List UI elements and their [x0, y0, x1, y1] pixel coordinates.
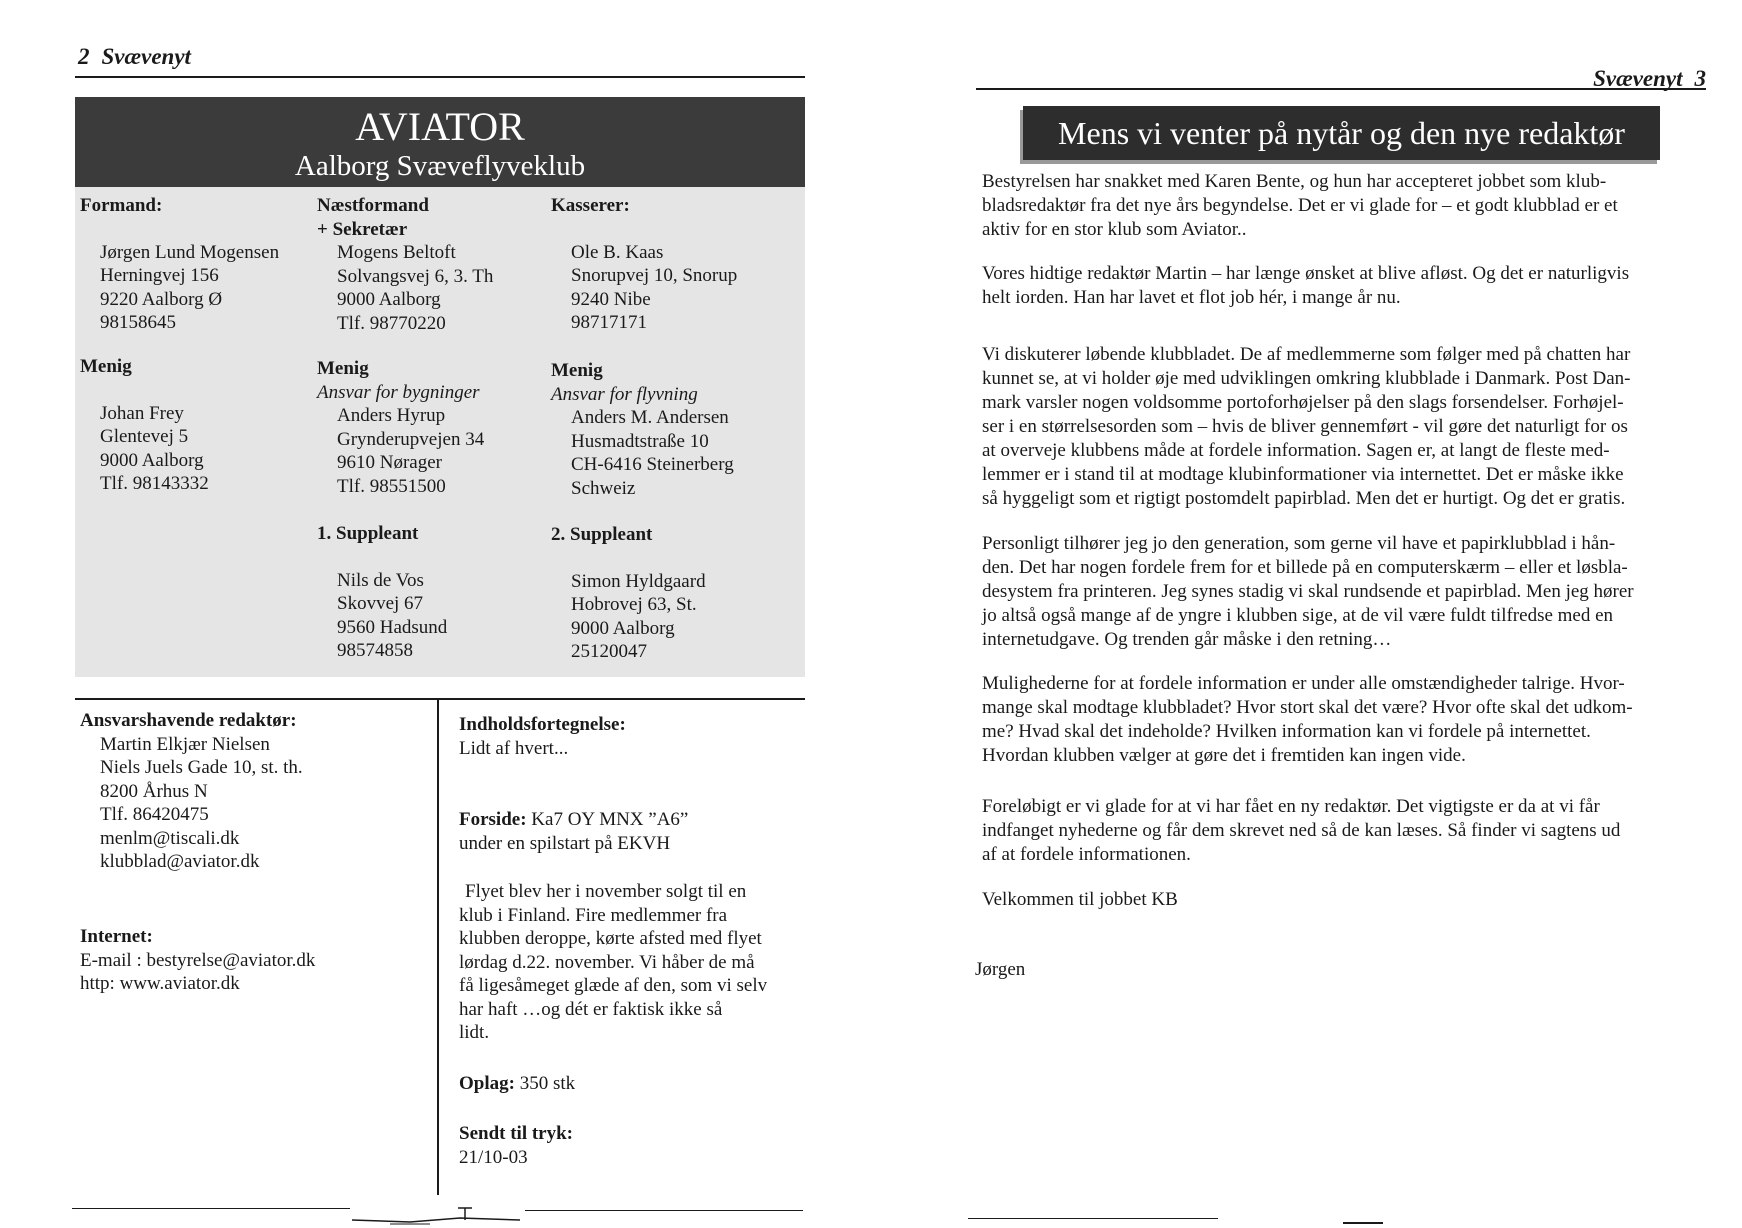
- member2-city: 9610 Nørager: [337, 452, 442, 473]
- cover-label: Forside:: [459, 809, 527, 830]
- footer-rule-left: [72, 1208, 350, 1209]
- supp2-block: [551, 523, 706, 664]
- circulation-value: 350 stk: [519, 1073, 576, 1094]
- paragraph-line: bladsredaktør fra det nye års begyndelse. Det er vi glade for – et godt klubblad er et: [982, 195, 1618, 216]
- supp2-phone: 25120047: [571, 641, 647, 662]
- paragraph-line: af at fordele informationen.: [982, 844, 1191, 865]
- editor-phone: Tlf. 86420475: [100, 804, 209, 825]
- vice-phone: Tlf. 98770220: [337, 312, 446, 334]
- member3-name: Anders M. Andersen: [571, 407, 729, 428]
- editor-city: 8200 Århus N: [100, 780, 208, 802]
- editor-name: Martin Elkjær Nielsen: [100, 733, 270, 755]
- paragraph-line: Foreløbigt er vi glade for at vi har fået en ny redaktør. Det vigtigste er da at vi får: [982, 796, 1600, 817]
- supp2-name: Simon Hyldgaard: [571, 570, 706, 592]
- section-rule: [75, 698, 805, 700]
- paragraph-line: indfanget nyhederne og får dem skrevet ned så de kan læses. Så finder vi sagtens ud: [982, 820, 1621, 841]
- right-page: [871, 0, 1742, 1228]
- member1-block: [80, 355, 209, 496]
- editor-email-1: menlm@tiscali.dk: [100, 827, 240, 849]
- paragraph-line: me? Hvad skal det indeholde? Hvilken information kan vi fordele på internettet.: [982, 721, 1591, 742]
- supp2-street: Hobrovej 63, St.: [571, 594, 697, 615]
- paragraph: [982, 795, 1687, 867]
- contents-text: Lidt af hvert...: [459, 737, 569, 759]
- paragraph-line: mark varsler nogen voldsomme portoforhøjelser på den slags forsendelser. Forhøjel-: [982, 392, 1624, 413]
- paragraph-line: Mulighederne for at fordele information er under alle omstændigheder talrige. Hvor-: [982, 673, 1625, 694]
- column-divider: [437, 699, 439, 1195]
- cover-note-line: få ligesåmeget glæde af den, som vi selv: [459, 975, 768, 996]
- closing-line: [982, 888, 1687, 912]
- vice-city: 9000 Aalborg: [337, 289, 441, 310]
- member3-block: [551, 359, 734, 500]
- editor-block: [80, 709, 303, 874]
- internet-email: E-mail : bestyrelse@aviator.dk: [80, 949, 316, 971]
- vice-label-secretary: + Sekretær: [317, 218, 408, 240]
- footer-mark: [1343, 1222, 1383, 1224]
- paragraph: [982, 262, 1687, 310]
- circulation-label: Oplag:: [459, 1073, 515, 1094]
- footer-rule-right: [525, 1210, 803, 1211]
- vice-street: Solvangsvej 6, 3. Th: [337, 265, 494, 287]
- member1-city: 9000 Aalborg: [100, 449, 204, 471]
- newsletter-title: Svævenyt: [1593, 66, 1683, 91]
- header-rule: [75, 76, 805, 78]
- editor-street: Niels Juels Gade 10, st. th.: [100, 757, 303, 778]
- paragraph-line: så hyggeligt som et rigtigt postomdelt papirblad. Men det er hurtigt. Og det er gratis.: [982, 488, 1626, 509]
- signature-name: Jørgen: [975, 959, 1026, 980]
- chair-label: Formand:: [80, 195, 163, 216]
- paragraph: [982, 672, 1687, 768]
- paragraph: [982, 170, 1687, 242]
- paragraph-line: Bestyrelsen har snakket med Karen Bente, og hun har accepteret jobbet som klub-: [982, 171, 1607, 192]
- paragraph-line: den. Det har nogen fordele frem for et billede på en computerskærm – eller et løsbla-: [982, 557, 1628, 578]
- cover-note-line: klub i Finland. Fire medlemmer fra: [459, 904, 728, 926]
- supp1-block: [317, 522, 447, 663]
- member3-city: CH-6416 Steinerberg: [571, 454, 734, 475]
- paragraph-line: kunnet se, at vi holder øje med udviklingen omkring klubblade i Danmark. Post Dan-: [982, 368, 1631, 389]
- chair-city: 9220 Aalborg Ø: [100, 288, 223, 310]
- cover-note-line: lidt.: [459, 1022, 490, 1043]
- member1-street: Glentevej 5: [100, 426, 189, 447]
- glider-icon: [350, 1204, 530, 1228]
- paragraph-line: Hvordan klubben vælger at gøre det i fremtiden kan ingen vide.: [982, 745, 1466, 766]
- newsletter-title: Svævenyt: [101, 44, 191, 69]
- article-headline: Mens vi venter på nytår og den nye redaktør: [1023, 106, 1660, 160]
- paragraph-line: Personligt tilhører jeg jo den generation, som gerne vil have et papirklubblad i hån-: [982, 533, 1616, 554]
- paragraph: [982, 343, 1687, 511]
- footer-rule: [968, 1218, 1218, 1219]
- member3-role: Ansvar for flyvning: [551, 383, 698, 405]
- paragraph-line: Vores hidtige redaktør Martin – har længe ønsket at blive afløst. Og det er naturligvis: [982, 263, 1630, 284]
- vice-block: [317, 194, 493, 335]
- contents-label: Indholdsfortegnelse:: [459, 714, 626, 735]
- member3-label: Menig: [551, 360, 603, 381]
- sent-value: 21/10-03: [459, 1146, 528, 1168]
- vice-name: Mogens Beltoft: [337, 242, 456, 263]
- circulation-block: [459, 1072, 575, 1096]
- supp1-name: Nils de Vos: [337, 569, 424, 591]
- member3-street: Husmadtstraße 10: [571, 430, 709, 452]
- member1-label: Menig: [80, 356, 132, 377]
- supp1-street: Skovvej 67: [337, 593, 424, 614]
- member2-role: Ansvar for bygninger: [317, 381, 480, 403]
- cover-caption: under en spilstart på EKVH: [459, 832, 671, 854]
- member2-label: Menig: [317, 358, 369, 379]
- supp2-label: 2. Suppleant: [551, 524, 653, 545]
- supp1-phone: 98574858: [337, 640, 413, 661]
- chair-block: [80, 194, 279, 335]
- paragraph-line: mange skal modtage klubbladet? Hvor stort skal det være? Hvor ofte skal det udkom-: [982, 697, 1633, 718]
- supp1-city: 9560 Hadsund: [337, 616, 448, 638]
- cover-aircraft: Ka7 OY MNX ”A6”: [531, 809, 689, 830]
- supp2-city: 9000 Aalborg: [571, 617, 675, 639]
- page-number: 3: [1694, 66, 1706, 91]
- board-heading: [75, 97, 805, 187]
- paragraph-line: desystem fra printeren. Jeg synes stadig vi skal rundsende et papirblad. Men jeg hører: [982, 581, 1634, 602]
- cover-note-line: har haft …og dét er faktisk ikke så: [459, 998, 723, 1020]
- page-header-right: [1593, 66, 1706, 92]
- vice-label: Næstformand: [317, 195, 429, 216]
- sent-label: Sendt til tryk:: [459, 1123, 573, 1144]
- treasurer-name: Ole B. Kaas: [571, 241, 664, 263]
- page-number: 2: [78, 44, 90, 69]
- cover-note-line: lørdag d.22. november. Vi håber de må: [459, 951, 755, 973]
- paragraph-line: internetudgave. Og trenden går måske i den retning…: [982, 629, 1392, 650]
- club-title: AVIATOR: [355, 104, 525, 149]
- member2-phone: Tlf. 98551500: [337, 475, 446, 497]
- member1-phone: Tlf. 98143332: [100, 473, 209, 494]
- chair-phone: 98158645: [100, 312, 176, 333]
- chair-street: Herningvej 156: [100, 265, 219, 286]
- member3-country: Schweiz: [571, 477, 636, 499]
- cover-note-line: klubben deroppe, kørte afsted med flyet: [459, 928, 762, 949]
- supp1-label: 1. Suppleant: [317, 523, 419, 544]
- member1-name: Johan Frey: [100, 402, 184, 424]
- signature: [975, 958, 1680, 982]
- cover-note: [459, 880, 804, 1045]
- paragraph-line: Vi diskuterer løbende klubbladet. De af medlemmerne som følger med på chatten har: [982, 344, 1631, 365]
- editor-email-2: klubblad@aviator.dk: [100, 851, 260, 872]
- sent-block: [459, 1122, 573, 1169]
- internet-block: [80, 925, 315, 996]
- paragraph: [982, 532, 1687, 652]
- treasurer-label: Kasserer:: [551, 195, 630, 216]
- paragraph-line: jo altså også mange af de yngre i klubben sige, at de vil være fuldt tilfredse med en: [982, 605, 1614, 626]
- cover-note-line: Flyet blev her i november solgt til en: [465, 881, 747, 902]
- treasurer-street: Snorupvej 10, Snorup: [571, 265, 738, 286]
- paragraph-line: lemmer er i stand til at modtage klubinformationer via internettet. Det er måske ikke: [982, 464, 1624, 485]
- board-box: [75, 97, 805, 677]
- cover-block: [459, 808, 688, 855]
- paragraph-line: helt iorden. Han har lavet et flot job hér, i mange år nu.: [982, 287, 1401, 308]
- internet-url: http: www.aviator.dk: [80, 973, 240, 994]
- paragraph-line: ser i en størrelsesorden som – hvis de bliver gennemført - vil gøre det naturligt for os: [982, 416, 1628, 437]
- internet-label: Internet:: [80, 926, 153, 947]
- paragraph-line: Velkommen til jobbet KB: [982, 889, 1178, 910]
- editor-label: Ansvarshavende redaktør:: [80, 710, 297, 731]
- paragraph-line: aktiv for en stor klub som Aviator..: [982, 219, 1247, 240]
- member2-name: Anders Hyrup: [337, 405, 446, 426]
- treasurer-phone: 98717171: [571, 312, 647, 333]
- page-header-left: [78, 44, 191, 70]
- treasurer-city: 9240 Nibe: [571, 288, 651, 310]
- treasurer-block: [551, 194, 737, 335]
- contents-block: [459, 713, 626, 760]
- member2-block: [317, 357, 484, 498]
- paragraph-line: at overveje klubbens måde at fordele information. Sagen er, at langt de fleste med-: [982, 440, 1610, 461]
- member2-street: Grynderupvejen 34: [337, 428, 485, 450]
- club-subtitle: Aalborg Svæveflyveklub: [294, 150, 586, 182]
- chair-name: Jørgen Lund Mogensen: [100, 241, 280, 263]
